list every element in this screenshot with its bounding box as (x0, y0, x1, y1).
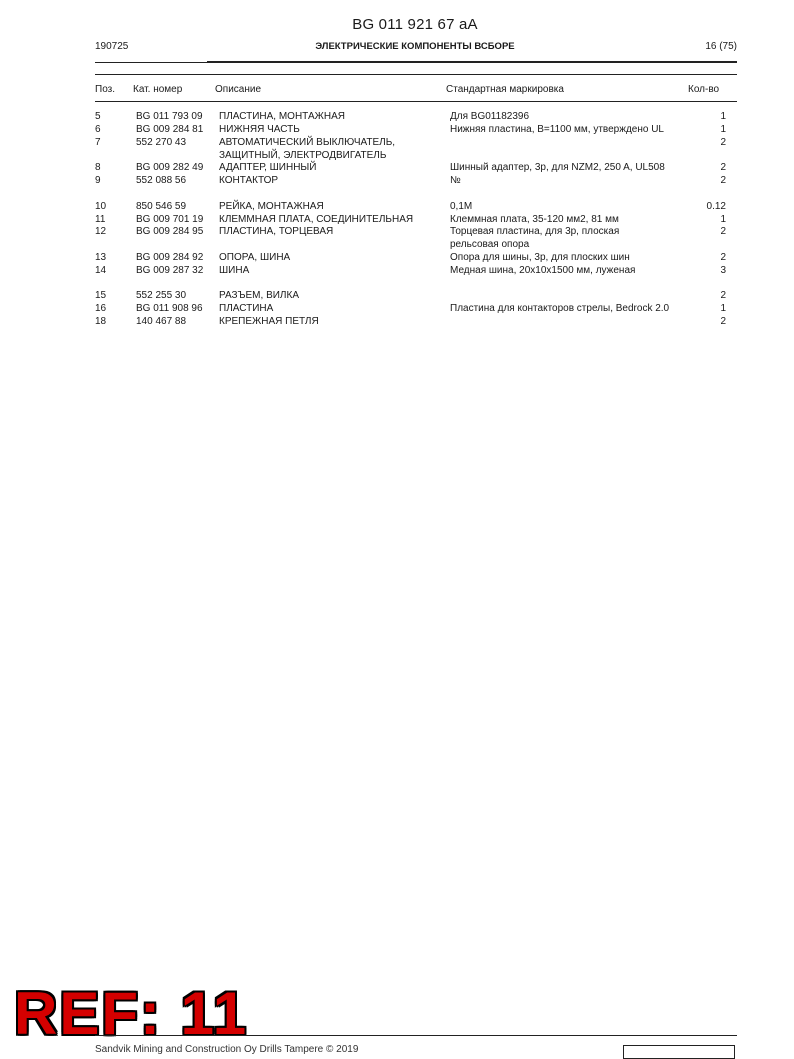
cell-pos: 9 (95, 175, 101, 186)
cell-desc: ПЛАСТИНА, МОНТАЖНАЯ (219, 111, 345, 122)
table-row (0, 290, 794, 303)
cell-desc: ЗАЩИТНЫЙ, ЭЛЕКТРОДВИГАТЕЛЬ (219, 150, 387, 161)
cell-cat: BG 011 793 09 (136, 111, 203, 122)
cell-pos: 13 (95, 252, 107, 263)
column-header-qty: Кол-во (688, 84, 720, 95)
doc-code: 190725 (95, 41, 129, 52)
cell-desc: АВТОМАТИЧЕСКИЙ ВЫКЛЮЧАТЕЛЬ, (219, 137, 396, 148)
cell-pos: 16 (95, 303, 107, 314)
cell-pos: 11 (95, 214, 106, 225)
cell-desc: НИЖНЯЯ ЧАСТЬ (219, 124, 300, 135)
page-number: 16 (75) (705, 41, 737, 52)
cell-qty: 1 (720, 214, 726, 225)
table-row (0, 226, 794, 239)
cell-qty: 1 (720, 124, 726, 135)
column-header-std: Стандартная маркировка (446, 84, 564, 95)
table-row (0, 175, 794, 188)
cell-desc: КЛЕММНАЯ ПЛАТА, СОЕДИНИТЕЛЬНАЯ (219, 214, 414, 225)
column-header-desc: Описание (215, 84, 262, 95)
ref-stamp: REF: 11 (14, 980, 249, 1047)
cell-cat: BG 009 284 81 (136, 124, 204, 135)
cell-pos: 15 (95, 290, 107, 301)
cell-pos: 5 (95, 111, 101, 122)
cell-desc: ОПОРА, ШИНА (219, 252, 291, 263)
cell-desc: АДАПТЕР, ШИННЫЙ (219, 162, 317, 173)
table-row (0, 239, 794, 252)
cell-qty: 3 (720, 265, 726, 276)
cell-pos: 10 (95, 201, 107, 212)
cell-cat: BG 009 282 49 (136, 162, 204, 173)
cell-cat: 850 546 59 (136, 201, 187, 212)
columns-rule (95, 101, 737, 102)
footer-rule (95, 1035, 737, 1036)
cell-desc: РАЗЪЕМ, ВИЛКА (219, 290, 299, 301)
cell-cat: BG 009 287 32 (136, 265, 204, 276)
cell-pos: 7 (95, 137, 101, 148)
cell-cat: BG 009 284 95 (136, 226, 204, 237)
cell-std: № (450, 175, 461, 186)
cell-cat: 552 270 43 (136, 137, 187, 148)
cell-std: Пластина для контакторов стрелы, Bedrock 2.0 (450, 303, 670, 314)
table-row (0, 265, 794, 278)
document-title: BG 011 921 67 aA (352, 16, 478, 33)
cell-std: 0,1M (450, 201, 473, 212)
footer-logo (623, 1045, 735, 1059)
cell-desc: КОНТАКТОР (219, 175, 279, 186)
column-header-pos: Поз. (95, 84, 115, 95)
table-row (0, 201, 794, 214)
cell-qty: 1 (720, 111, 726, 122)
cell-desc: РЕЙКА, МОНТАЖНАЯ (219, 201, 324, 212)
cell-qty: 2 (720, 252, 726, 263)
cell-pos: 12 (95, 226, 107, 237)
cell-qty: 0.12 (706, 201, 726, 212)
cell-std: Опора для шины, 3р, для плоских шин (450, 252, 630, 263)
cell-std: Клеммная плата, 35-120 мм2, 81 мм (450, 214, 619, 225)
cell-std: Нижняя пластина, B=1100 мм, утверждено UL (450, 124, 664, 135)
cell-desc: ПЛАСТИНА, ТОРЦЕВАЯ (219, 226, 334, 237)
cell-pos: 14 (95, 265, 107, 276)
cell-pos: 8 (95, 162, 101, 173)
cell-qty: 2 (720, 137, 726, 148)
table-row (0, 316, 794, 329)
header-rule-top-b (207, 61, 737, 63)
cell-pos: 18 (95, 316, 107, 327)
cell-std: Медная шина, 20x10x1500 мм, луженая (450, 265, 636, 276)
cell-qty: 2 (720, 226, 726, 237)
cell-std: Торцевая пластина, для 3р, плоская (450, 226, 620, 237)
table-row (0, 252, 794, 265)
cell-cat: 552 088 56 (136, 175, 187, 186)
cell-qty: 2 (720, 162, 726, 173)
cell-cat: BG 009 701 19 (136, 214, 204, 225)
cell-cat: BG 009 284 92 (136, 252, 204, 263)
column-header-cat: Кат. номер (133, 84, 183, 95)
cell-pos: 6 (95, 124, 101, 135)
section-title: ЭЛЕКТРИЧЕСКИЕ КОМПОНЕНТЫ ВСБОРЕ (315, 41, 515, 52)
cell-std: рельсовая опора (450, 239, 530, 250)
header-rule-top-a (95, 62, 207, 63)
cell-cat: 140 467 88 (136, 316, 187, 327)
table-row (0, 137, 794, 150)
footer-copyright: Sandvik Mining and Construction Oy Drills Tampere © 2019 (95, 1044, 359, 1055)
cell-std: Для BG01182396 (450, 111, 529, 122)
table-row (0, 124, 794, 137)
table-row (0, 162, 794, 175)
cell-qty: 2 (720, 175, 726, 186)
cell-cat: BG 011 908 96 (136, 303, 203, 314)
table-row (0, 303, 794, 316)
cell-qty: 2 (720, 316, 726, 327)
cell-std: Шинный адаптер, 3р, для NZM2, 250 A, UL508 (450, 162, 665, 173)
cell-qty: 2 (720, 290, 726, 301)
cell-desc: ШИНА (219, 265, 250, 276)
cell-desc: ПЛАСТИНА (219, 303, 274, 314)
table-row (0, 111, 794, 124)
cell-cat: 552 255 30 (136, 290, 187, 301)
header-rule-bottom (95, 74, 737, 75)
cell-desc: КРЕПЕЖНАЯ ПЕТЛЯ (219, 316, 319, 327)
cell-qty: 1 (720, 303, 726, 314)
